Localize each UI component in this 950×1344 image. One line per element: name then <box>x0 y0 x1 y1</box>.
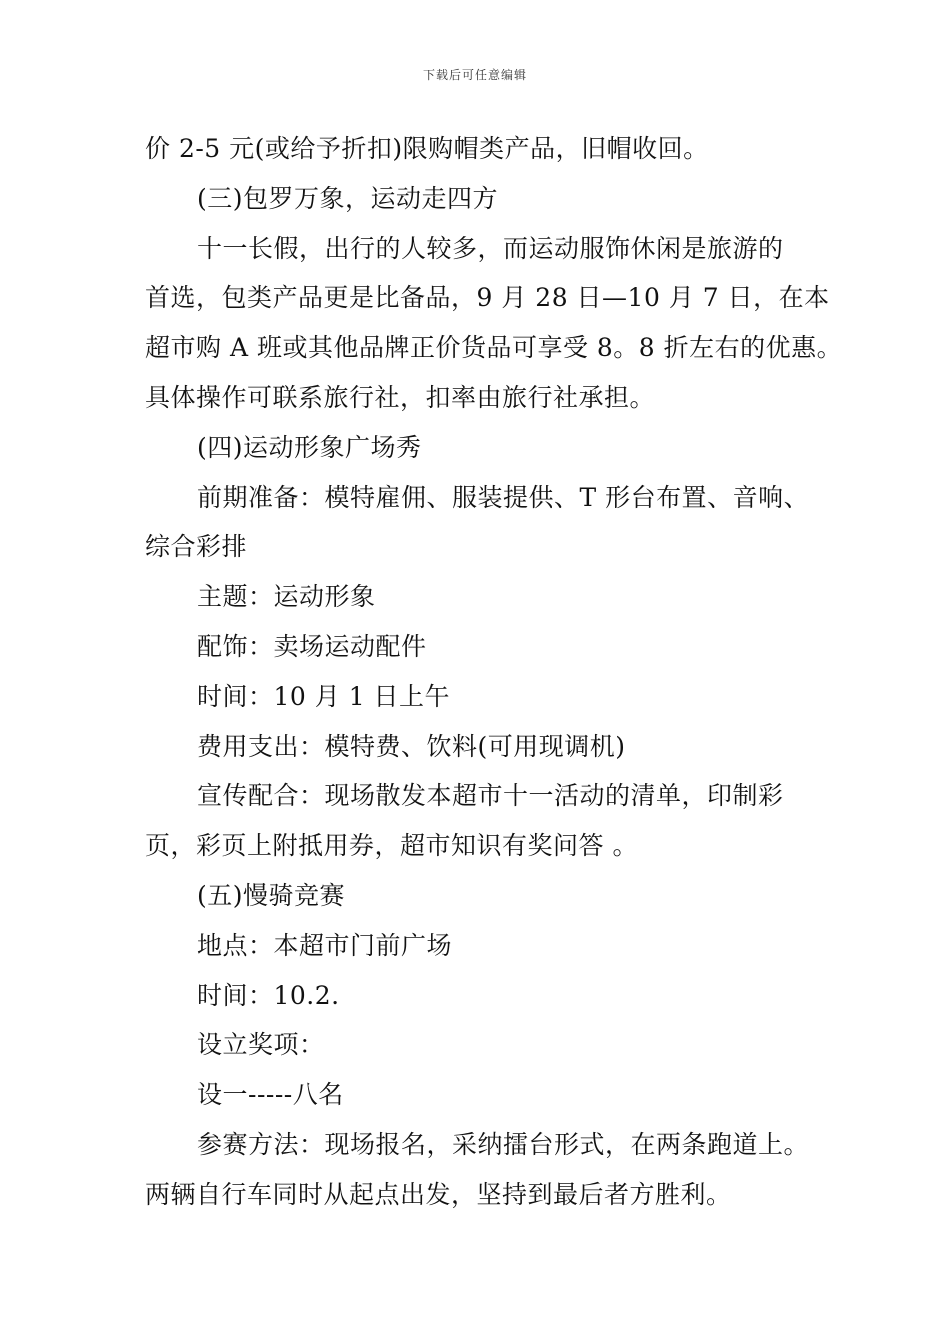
text-line: 时间：10.2. <box>197 980 340 1010</box>
text-line: (五)慢骑竞赛 <box>197 880 346 910</box>
text-line: 设一-----八名 <box>197 1080 344 1110</box>
text-line: (四)运动形象广场秀 <box>197 432 422 462</box>
text-line: 具体操作可联系旅行社，扣率由旅行社承担。 <box>145 382 656 412</box>
text-line: 地点：本超市门前广场 <box>197 930 453 960</box>
text-line: 价 2-5 元(或给予折扣)限购帽类产品，旧帽收回。 <box>145 134 709 163</box>
text-line: 设立奖项： <box>197 1030 325 1060</box>
text-line: (三)包罗万象，运动走四方 <box>197 183 499 213</box>
text-line: 首选，包类产品更是比备品，9 月 28 日—10 月 7 日，在本 <box>145 283 830 313</box>
text-line: 前期准备：模特雇佣、服装提供、T 形台布置、音响、 <box>197 482 810 512</box>
text-line: 配饰：卖场运动配件 <box>197 631 427 661</box>
text-line: 主题：运动形象 <box>197 582 376 612</box>
text-line: 参赛方法：现场报名，采纳擂台形式，在两条跑道上。 <box>197 1129 810 1159</box>
text-line: 页，彩页上附抵用券，超市知识有奖问答 。 <box>145 831 638 861</box>
text-line: 时间：10 月 1 日上午 <box>197 681 451 711</box>
document-body <box>145 124 843 1220</box>
text-line: 综合彩排 <box>145 532 248 562</box>
text-line: 超市购 A 班或其他品牌正价货品可享受 8。8 折左右的优惠。 <box>145 333 843 363</box>
page-header: 下载后可任意编辑 <box>422 68 527 82</box>
text-line: 宣传配合：现场散发本超市十一活动的清单，印制彩 <box>197 781 784 811</box>
text-line: 费用支出：模特费、饮料(可用现调机) <box>197 731 626 761</box>
text-line: 十一长假，出行的人较多，而运动服饰休闲是旅游的 <box>197 233 784 263</box>
text-line: 两辆自行车同时从起点出发，坚持到最后者方胜利。 <box>145 1179 732 1209</box>
